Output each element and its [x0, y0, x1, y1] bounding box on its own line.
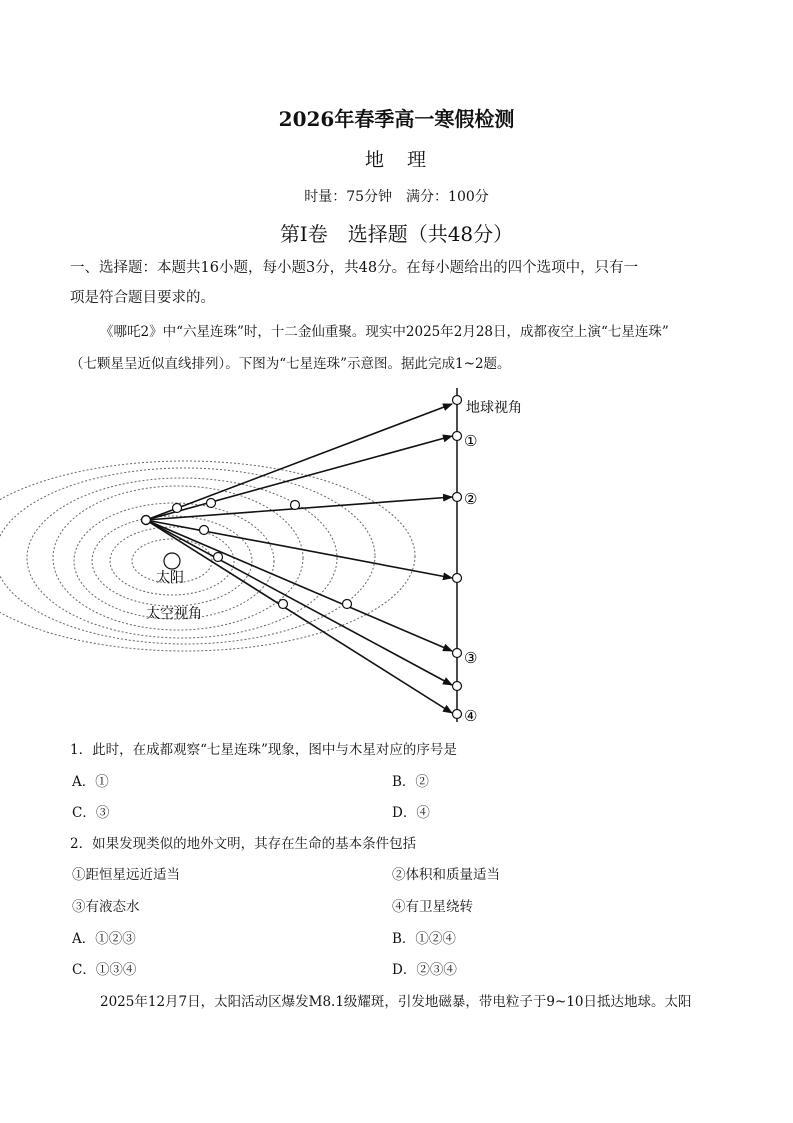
- label-earth-view: 地球视角: [466, 400, 522, 416]
- q2-option-b: B．①②④: [392, 931, 456, 947]
- marker-1: ①: [464, 432, 478, 450]
- passage-1-line-2: （七颗星呈近似直线排列）。下图为“七星连珠”示意图。据此完成1~2题。: [70, 356, 511, 372]
- subject-title: 地 理: [364, 149, 428, 171]
- sun-marker: [164, 553, 180, 569]
- instructions-line-1: 一、选择题：本题共16小题，每小题3分，共48分。在每小题给出的四个选项中，只有一: [70, 260, 639, 276]
- q2-item-3: ③有液态水: [72, 899, 140, 915]
- question-2-stem: 2．如果发现类似的地外文明，其存在生命的基本条件包括: [70, 836, 417, 852]
- marker-3: ③: [464, 649, 478, 667]
- instructions-line-2: 项是符合题目要求的。: [70, 290, 215, 306]
- q1-option-c: C．③: [72, 805, 110, 821]
- earth-marker: [142, 516, 151, 525]
- q1-option-a: A．①: [72, 774, 109, 790]
- marker-4: ④: [464, 707, 478, 725]
- marker-2: ②: [464, 490, 478, 508]
- orbit-rings: [0, 461, 415, 651]
- exam-meta: 时量：75分钟 满分：100分: [304, 189, 489, 205]
- q2-item-2: ②体积和质量适当: [392, 867, 500, 883]
- question-1-stem: 1．此时，在成都观察“七星连珠”现象，图中与木星对应的序号是: [70, 742, 457, 758]
- q1-option-d: D．④: [392, 805, 430, 821]
- section-heading: 第Ⅰ卷 选择题（共48分）: [279, 222, 514, 246]
- q2-option-a: A．①②③: [72, 931, 136, 947]
- q2-item-4: ④有卫星绕转: [392, 899, 473, 915]
- seven-planet-alignment-diagram: [0, 380, 793, 730]
- q2-item-1: ①距恒星远近适当: [72, 867, 180, 883]
- q2-option-d: D．②③④: [392, 962, 457, 978]
- label-space-view: 太空视角: [146, 606, 202, 622]
- exam-title: 2026年春季高一寒假检测: [278, 107, 515, 131]
- sight-lines: [146, 404, 452, 713]
- passage-1-line-1: 《哪吒2》中“六星连珠”时，十二金仙重聚。现实中2025年2月28日，成都夜空上演“七星连珠”: [100, 324, 669, 340]
- label-sun: 太阳: [156, 570, 184, 586]
- q2-option-c: C．①③④: [72, 962, 137, 978]
- passage-2-line-1: 2025年12月7日，太阳活动区爆发M8.1级耀斑，引发地磁暴，带电粒子于9~10日抵达地球。太阳: [100, 994, 692, 1010]
- q1-option-b: B．②: [392, 774, 429, 790]
